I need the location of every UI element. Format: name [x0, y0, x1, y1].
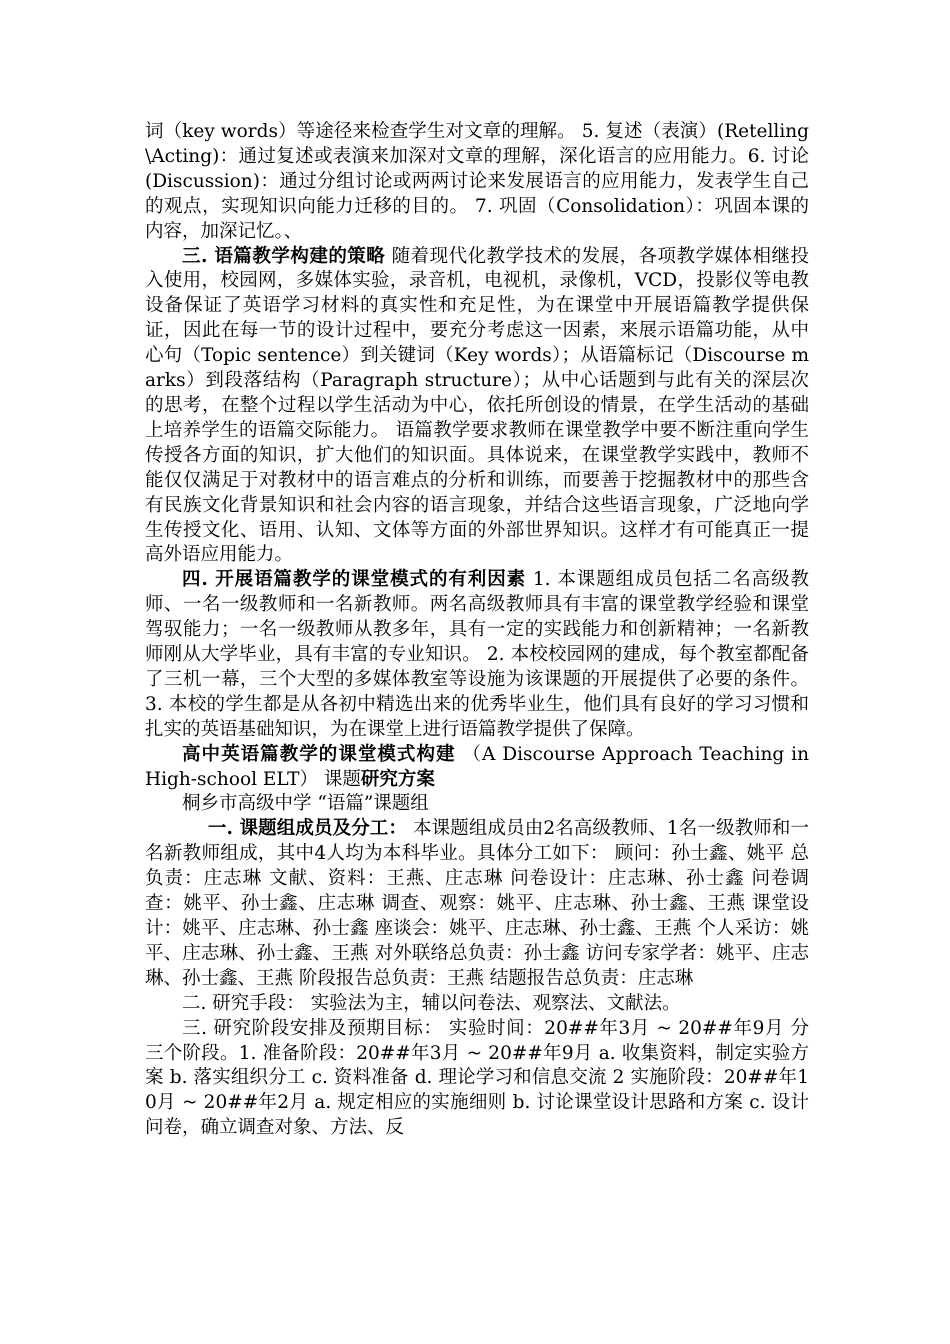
paragraph-text: 随着现代化教学技术的发展，各项教学媒体相继投入使用，校园网，多媒体实验，录音机，电视机，录像机，VCD，投影仪等电教设备保证了英语学习材料的真实性和充足性，为在课堂中开展语篇教学提供保证，因此在每一节的设计过程中，要充分考虑这一因素，来展示语篇功能，从中心句（Topic sentence）到关键词（Key words）；从语篇标记（Discourse marks）到段落结构（Paragraph structure）；从中心话题到与此有关的深层次的思考，在整个过程以学生活动为中心，依托所创设的情景，在学生活动的基础上培养学生的语篇交际能力。 语篇教学要求教师在课堂教学中要不断注重向学生传授各方面的知识，扩大他们的知识面。具体说来，在课堂教学实践中，教师不能仅仅满足于对教材中的语言难点的分析和训练，而要善于挖掘教材中的那些含有民族文化背景知识和社会内容的语言现象，并结合这些语言现象，广泛地向学生传授文化、语用、认知、文体等方面的外部世界知识。这样才有可能真正一提高外语应用能力。: [145, 245, 809, 566]
project-title: 高中英语篇教学的课堂模式构建: [182, 743, 456, 765]
paragraph-members: [145, 817, 809, 991]
paragraph-teaching-steps: [145, 120, 809, 245]
document-page: [145, 120, 809, 1141]
paragraph-strategy: [145, 245, 809, 569]
paragraph-group-name: [145, 792, 809, 817]
paragraph-schedule: [145, 1017, 809, 1142]
project-title-tail: 研究方案: [360, 768, 435, 790]
section-heading-strategy: 三. 语篇教学构建的策略: [182, 245, 386, 267]
paragraph-methods: [145, 992, 809, 1017]
paragraph-text: 词（key words）等途径来检查学生对文章的理解。 5. 复述（表演）(Retelling\Acting)：通过复述或表演来加深对文章的理解，深化语言的应用能力。6. 讨论(Discussion)：通过分组讨论或两两讨论来发展语言的应用能力，发表学生自己的观点，实现知识向能力迁移的目的。 7. 巩固（Consolidation）：巩固本课的内容，加深记忆。、: [145, 121, 809, 242]
group-name: 桐乡市高级中学 “语篇”课题组: [182, 793, 429, 815]
paragraph-project-title: [145, 743, 809, 793]
paragraph-favorable-factors: [145, 568, 809, 742]
paragraph-text: 三. 研究阶段安排及预期目标： 实验时间：20##年3月 ~ 20##年9月 分三个阶段。1. 准备阶段：20##年3月 ~ 20##年9月 a. 收集资料，制定实验方案 b. 落实组织分工 c. 资料准备 d. 理论学习和信息交流 2 实施阶段：20##年10月 ~ 20##年2月 a. 规定相应的实施细则 b. 讨论课堂设计思路和方案 c. 设计问卷，确立调查对象、方法、反: [145, 1017, 809, 1139]
section-heading-factors: 四. 开展语篇教学的课堂模式的有利因素: [182, 569, 527, 591]
paragraph-text: 本课题组成员由2名高级教师、1名一级教师和一名新教师组成，其中4人均为本科毕业。具体分工如下： 顾问：孙士鑫、姚平 总负责：庄志琳 文献、资料：王燕、庄志琳 问卷设计：庄志琳、孙士鑫 问卷调查：姚平、孙士鑫、庄志琳 调查、观察：姚平、庄志琳、孙士鑫、王燕 课堂设计：姚平、庄志琳、孙士鑫 座谈会：姚平、庄志琳、孙士鑫、王燕 个人采访：姚平、庄志琳、孙士鑫、王燕 对外联络总负责：孙士鑫 访问专家学者：姚平、庄志琳、孙士鑫、王燕 阶段报告总负责：王燕 结题报告总负责：庄志琳: [145, 818, 809, 989]
paragraph-text: 二. 研究手段： 实验法为主，辅以问卷法、观察法、文献法。: [182, 992, 681, 1014]
section-heading-members: 一. 课题组成员及分工：: [207, 818, 408, 840]
paragraph-text: 1. 本课题组成员包括二名高级教师、一名一级教师和一名新教师。两名高级教师具有丰富的课堂教学经验和课堂驾驭能力；一名一级教师从教多年，具有一定的实践能力和创新精神；一名新教师刚从大学毕业，具有丰富的专业知识。 2. 本校校园网的建成，每个教室都配备了三机一幕，三个大型的多媒体教室等设施为该课题的开展提供了必要的条件。 3. 本校的学生都是从各初中精选出来的优秀毕业生，他们具有良好的学习习惯和扎实的英语基础知识，为在课堂上进行语篇教学提供了保障。: [145, 569, 809, 740]
project-title-english: （A Discourse Approach Teaching in High-school ELT） 课题: [145, 743, 809, 790]
